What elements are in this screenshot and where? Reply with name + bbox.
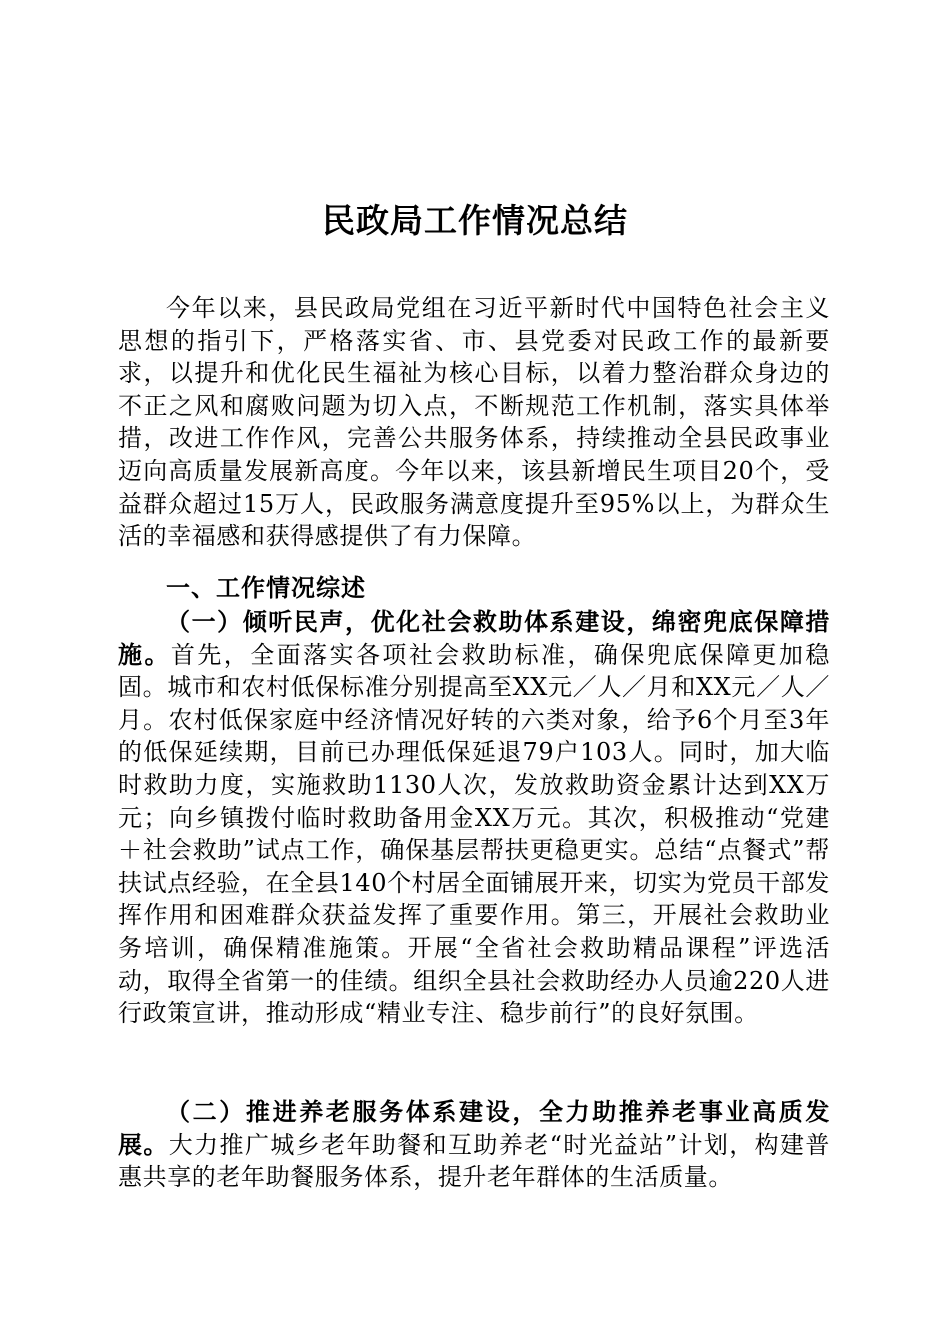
section-item-paragraph (118, 1096, 830, 1194)
item-lead-text: （二）推进养老服务体系建设，全力助推养老事业高质发展。 (118, 1097, 830, 1159)
item-body-text: 大力推广城乡老年助餐和互助养老“时光益站”计划，构建普惠共享的老年助餐服务体系，提升老年群体的生活质量。 (118, 1130, 830, 1192)
intro-paragraph: 今年以来，县民政局党组在习近平新时代中国特色社会主义思想的指引下，严格落实省、市、县党委对民政工作的最新要求，以提升和优化民生福祉为核心目标，以着力整治群众身边的不正之风和腐败问题为切入点，不断规范工作机制，落实具体举措，改进工作作风，完善公共服务体系，持续推动全县民政事业迈向高质量发展新高度。今年以来，该县新增民生项目20个，受益群众超过15万人，民政服务满意度提升至95%以上，为群众生活的幸福感和获得感提供了有力保障。 (118, 294, 830, 551)
item-lead-text: （一）倾听民声，优化社会救助体系建设，绵密兜底保障措施。 (118, 607, 830, 669)
document-title: 民政局工作情况总结 (322, 201, 628, 240)
section-item-paragraph (118, 606, 830, 1030)
section-heading: 一、工作情况综述 (166, 574, 366, 602)
item-body-text: 首先，全面落实各项社会救助标准，确保兜底保障更加稳固。城市和农村低保标准分别提高至XX元／人／月和XX元／人／月。农村低保家庭中经济情况好转的六类对象，给予6个月至3年的低保延续期，目前已办理低保延退79户103人。同时，加大临时救助力度，实施救助1130人次，发放救助资金累计达到XX万元；向乡镇拨付临时救助备用金XX万元。其次，积极推动“党建＋社会救助”试点工作，确保基层帮扶更稳更实。总结“点餐式”帮扶试点经验，在全县140个村居全面铺展开来，切实为党员干部发挥作用和困难群众获益发挥了重要作用。第三，开展社会救助业务培训，确保精准施策。开展“全省社会救助精品课程”评选活动，取得全省第一的佳绩。组织全县社会救助经办人员逾220人进行政策宣讲，推动形成“精业专注、稳步前行”的良好氛围。 (118, 640, 831, 1028)
